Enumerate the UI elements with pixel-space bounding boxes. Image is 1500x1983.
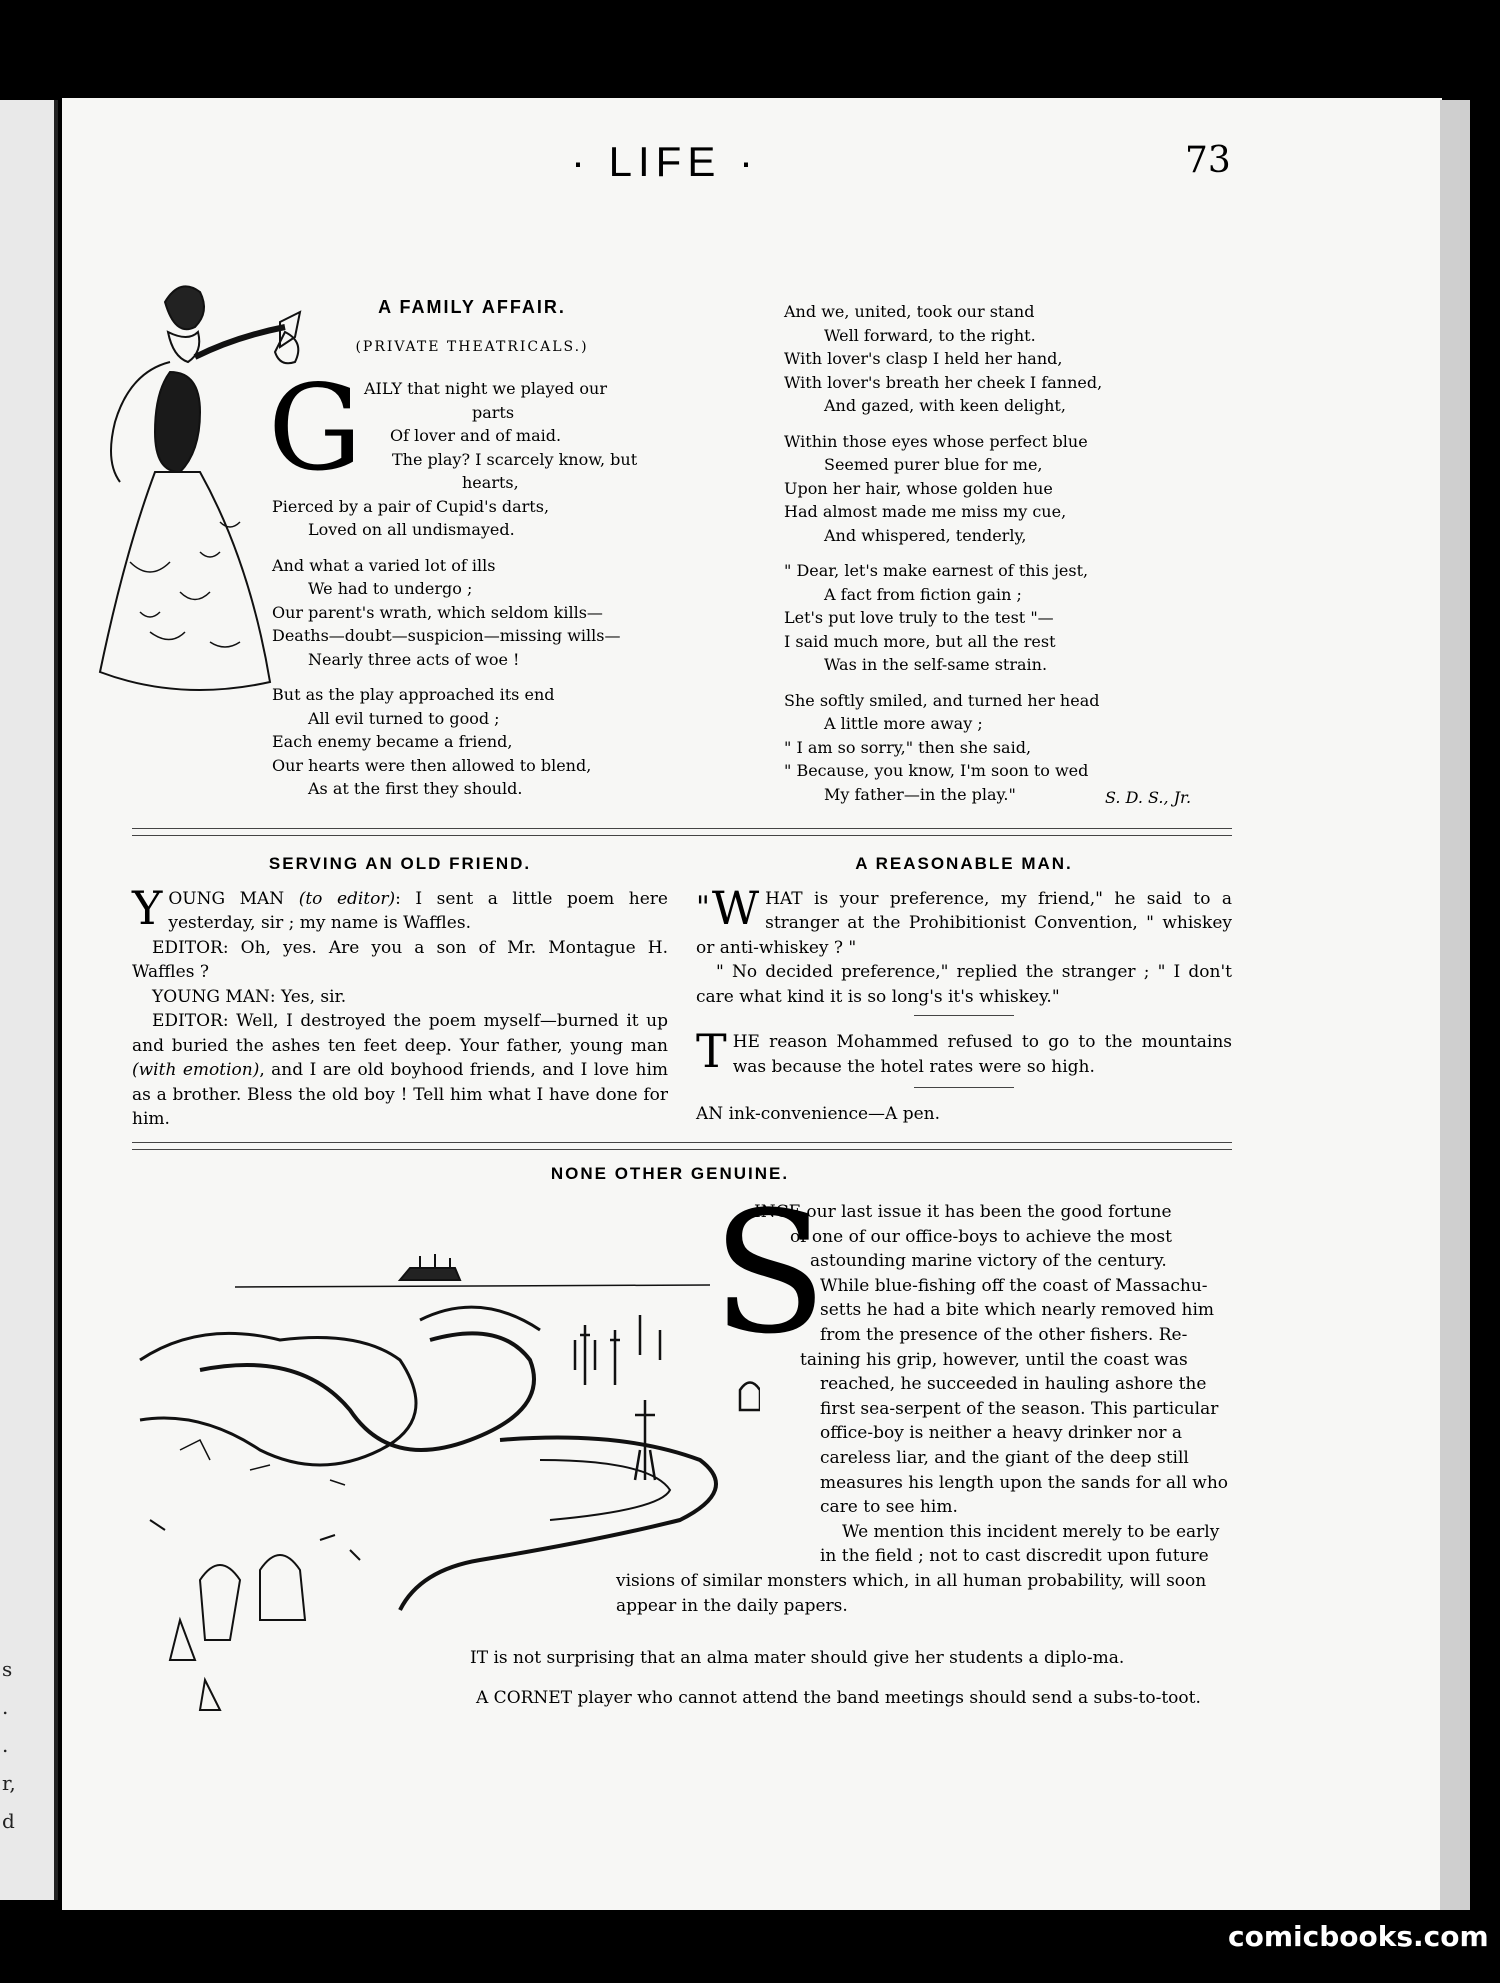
- stanza: AILY that night we played our parts Of lover and of maid. The play? I scarcely know, but hearts, Pierced by a pair of Cupid's darts, Loved on all undismayed.: [272, 379, 638, 539]
- drop-cap: Y: [132, 880, 163, 935]
- watermark-logo: comicbooks.com: [1228, 1920, 1489, 1953]
- drop-cap-g: G: [268, 359, 363, 497]
- article-none-other-genuine: INCE our last issue it has been the good fortune of one of our office-boys to achieve the most astounding marine victory of the century. While blue-fishing off the coast of Massachu- setts he had a bite which nearly removed him from the presence of the other fishers. Re- taining his grip, however, until the coast was reached, he succeeded in hauling ashore the first sea-serpent of the season. This particular office-boy is neither a heavy drinker nor a careless liar, and the giant of the deep still measures his length upon the sands for all who care to see him. We mention this incident merely to be early in the field ; not to cast discredit upon future visions of similar monsters which, in all human probability, will soon appear in the daily papers.: [616, 1202, 1229, 1616]
- left-page-edge: [0, 100, 58, 1900]
- drop-cap: T: [696, 1024, 727, 1078]
- page-number: 73: [1185, 140, 1231, 181]
- paragraph: " No decided preference," replied the stranger ; " I don't care what kind it is so long's it's whiskey.": [696, 962, 1232, 1007]
- short-divider: [914, 1087, 1014, 1088]
- section-divider: [132, 1142, 1232, 1150]
- article-subtitle: (PRIVATE THEATRICALS.): [355, 338, 589, 355]
- article-title: A FAMILY AFFAIR.: [378, 297, 566, 317]
- article-title: NONE OTHER GENUINE.: [550, 1164, 790, 1183]
- stanza: And we, united, took our stand Well forward, to the right. With lover's clasp I held her hand, With lover's breath her cheek I fanned, And gazed, with keen delight,: [784, 302, 1103, 415]
- left-page-fragments: s . . r, d: [2, 1657, 16, 1833]
- paragraph: EDITOR: Well, I destroyed the poem myself—burned it up and buried the ashes ten feet deep. Your father, young man (with emotion), and I are old boyhood friends, and I love him as a brother. Bless the old boy ! Tell him what I have done for him.: [132, 1011, 669, 1129]
- stanza: She softly smiled, and turned her head A little more away ; " I am so sorry," then she said, " Because, you know, I'm soon to wed My father—in the play.": [784, 690, 1100, 804]
- paragraph: EDITOR: Oh, yes. Are you a son of Mr. Montague H. Waffles ?: [132, 937, 668, 982]
- drop-cap-s: S: [712, 1175, 828, 1371]
- paragraph: YOUNG MAN: Yes, sir.: [152, 986, 347, 1007]
- stanza: " Dear, let's make earnest of this jest, A fact from fiction gain ; Let's put love truly to the test "— I said much more, but all the rest Was in the self-same strain.: [784, 561, 1089, 674]
- article-title: SERVING AN OLD FRIEND.: [268, 854, 532, 873]
- paragraph: YOUNG MAN (to editor): I sent a little poem here yesterday, sir ; my name is Waffles.: [132, 880, 668, 935]
- author-signature: S. D. S., Jr.: [1105, 788, 1192, 807]
- stanza: And what a varied lot of ills We had to undergo ; Our parent's wrath, which seldom kills— Deaths—doubt—suspicion—missing wills— Nearly three acts of woe !: [272, 555, 621, 669]
- paragraph: " W HAT is your preference, my friend," he said to a stranger at the Prohibitionist Convention, " whiskey or anti-whiskey ? ": [696, 880, 1232, 958]
- poem-family-affair-right: [784, 300, 1224, 818]
- article-reasonable-man: [696, 852, 1232, 1127]
- short-divider: [914, 1015, 1014, 1016]
- paragraph: AN ink-convenience—A pen.: [696, 1104, 941, 1124]
- article-serving-old-friend: [132, 852, 668, 1132]
- article-title: A REASONABLE MAN.: [855, 854, 1073, 873]
- joke-line: A CORNET player who cannot attend the band meetings should send a subs-to-toot.: [476, 1688, 1201, 1708]
- masthead-title: · LIFE ·: [570, 138, 759, 185]
- drop-cap: W: [711, 880, 760, 935]
- paragraph: THE reason Mohammed refused to go to the mountains was because the hotel rates were so high.: [696, 1024, 1232, 1078]
- page-edge-right: [1440, 100, 1470, 1910]
- poem-family-affair-left: [272, 296, 672, 813]
- section-divider: [132, 828, 1232, 836]
- stanza: Within those eyes whose perfect blue Seemed purer blue for me, Upon her hair, whose golden hue Had almost made me miss my cue, And whispered, tenderly,: [784, 431, 1088, 545]
- stanza: But as the play approached its end All evil turned to good ; Each enemy became a friend, Our hearts were then allowed to blend, As at the first they should.: [272, 685, 592, 798]
- short-jokes: [470, 1646, 1240, 1726]
- joke-line: IT is not surprising that an alma mater should give her students a diplo-ma.: [470, 1648, 1125, 1668]
